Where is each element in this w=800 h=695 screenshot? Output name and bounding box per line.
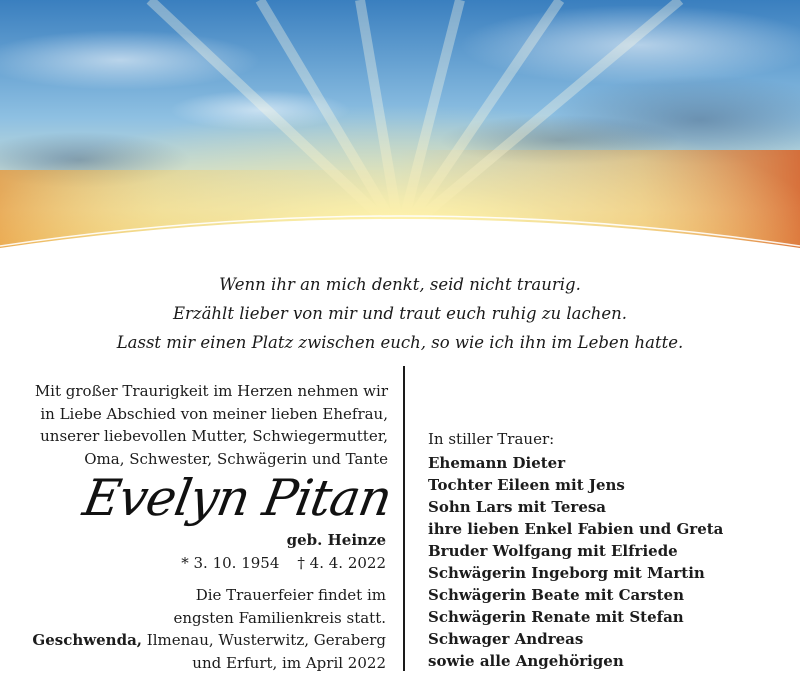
announcement-line: Mit großer Traurigkeit im Herzen nehmen wir (34, 382, 388, 400)
birth-name: geb. Heinze (286, 531, 386, 549)
mourner-item: Bruder Wolfgang mit Elfriede (428, 542, 678, 560)
mourners-intro: In stiller Trauer: (428, 430, 555, 448)
memorial-poem (0, 270, 800, 357)
announcement-line: in Liebe Abschied von meiner lieben Ehefrau, (40, 404, 388, 423)
announcement-text (8, 380, 388, 470)
column-divider (403, 366, 405, 671)
mourner-item: Schwager Andreas (428, 630, 584, 648)
ceremony-line: engsten Familienkreis statt. (173, 608, 386, 627)
sunrise-sky-image (0, 0, 800, 262)
ceremony-places (6, 629, 386, 652)
birth-date: * 3. 10. 1954 (181, 554, 280, 572)
mourner-item: Tochter Eileen mit Jens (428, 476, 625, 494)
mourner-item: Ehemann Dieter (428, 454, 566, 472)
place-rest: Ilmenau, Wusterwitz, Geraberg (142, 631, 386, 649)
life-dates (181, 552, 386, 574)
ceremony-line: und Erfurt, im April 2022 (192, 653, 386, 672)
announcement-line: Oma, Schwester, Schwägerin und Tante (84, 449, 388, 468)
mourner-item: Schwägerin Ingeborg mit Martin (428, 564, 705, 582)
mourner-item: Schwägerin Renate mit Stefan (428, 608, 684, 626)
ceremony-info (6, 584, 386, 674)
mourner-item: Schwägerin Beate mit Carsten (428, 586, 685, 604)
deceased-name: Evelyn Pitan (78, 469, 396, 527)
mourners-list (428, 428, 788, 672)
poem-line: Wenn ihr an mich denkt, seid nicht traurig. (219, 275, 581, 294)
mourner-item: Sohn Lars mit Teresa (428, 498, 607, 516)
poem-line: Erzählt lieber von mir und traut euch ruhig zu lachen. (172, 304, 628, 323)
death-date: † 4. 4. 2022 (297, 554, 386, 572)
place-bold: Geschwenda, (32, 631, 143, 649)
ceremony-line: Die Trauerfeier findet im (195, 586, 386, 604)
poem-line: Lasst mir einen Platz zwischen euch, so wie ich ihn im Leben hatte. (116, 333, 684, 352)
mourner-item: sowie alle Angehörigen (428, 652, 624, 670)
announcement-line: unserer liebevollen Mutter, Schwiegermutter, (40, 427, 388, 445)
mourner-item: ihre lieben Enkel Fabien und Greta (428, 520, 724, 538)
